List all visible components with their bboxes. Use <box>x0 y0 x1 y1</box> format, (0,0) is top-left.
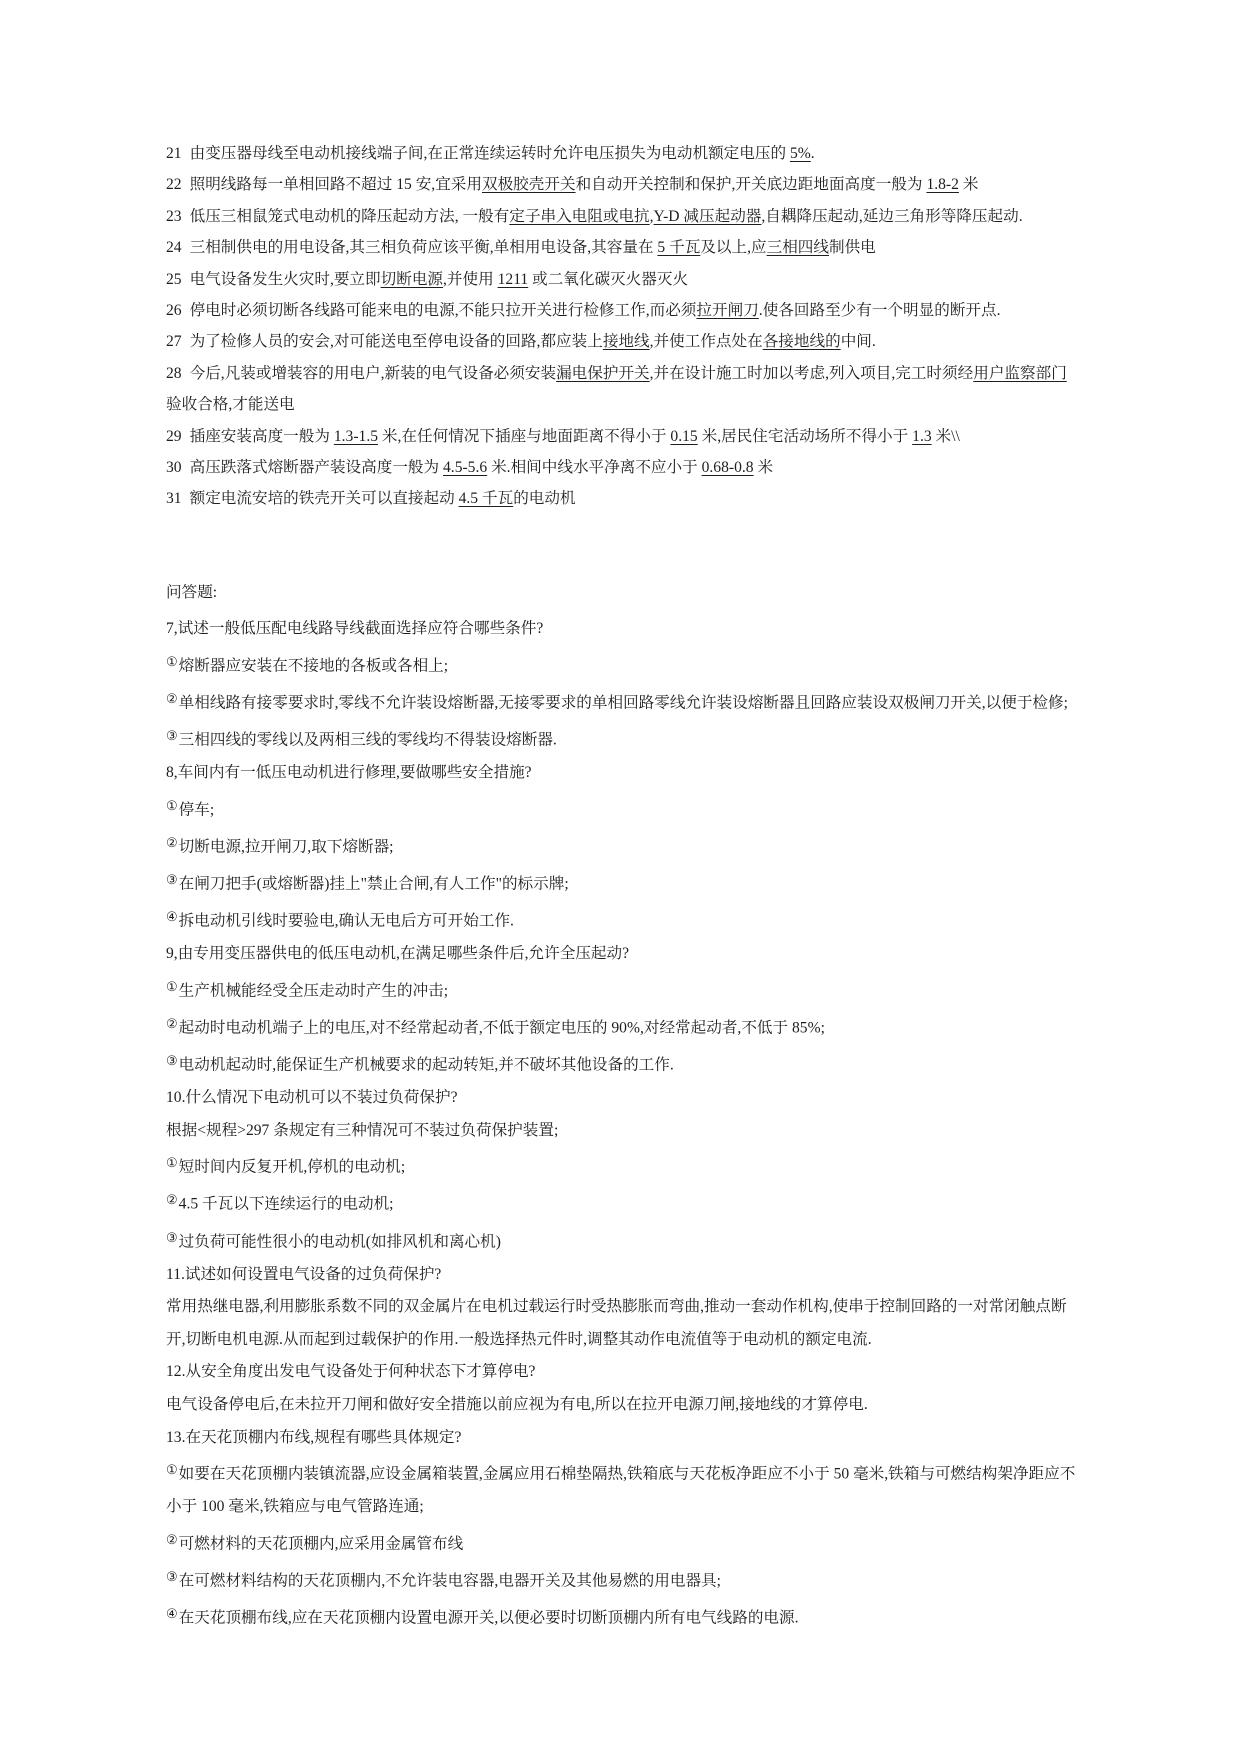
text-segment: 拆电动机引线时要验电,确认无电后方可开始工作. <box>178 912 514 930</box>
circled-number-marker: ④ <box>166 1606 178 1622</box>
circled-number-marker: ③ <box>166 1053 178 1069</box>
text-segment: 起动时电动机端子上的电压,对不经常起动者,不低于额定电压的 90%,对经常起动者,不低于 85%; <box>178 1019 825 1037</box>
underlined-text: 拉开闸刀 <box>696 302 759 320</box>
text-segment: 米 <box>753 459 774 477</box>
text-segment: 在闸刀把手(或熔断器)挂上"禁止合闸,有人工作"的标示牌; <box>178 875 569 893</box>
text-segment: 低压三相鼠笼式电动机的降压起动方法, 一般有 <box>189 207 510 225</box>
qa-paragraph <box>166 901 1081 938</box>
underlined-text: 双极胶壳开关 <box>481 176 576 194</box>
numbered-list-section <box>166 138 1081 515</box>
qa-paragraph <box>166 1389 1081 1422</box>
text-segment: 高压跌落式熔断器产装设高度一般为 <box>189 459 443 477</box>
text-segment: 根据<规程>297 条规定有三种情况可不装过负荷保护装置; <box>166 1121 559 1139</box>
text-segment: 电气设备发生火灾时,要立即 <box>189 270 381 288</box>
text-segment: 熔断器应安装在不接地的各板或各相上; <box>178 657 449 675</box>
underlined-text: 0.15 <box>670 427 698 445</box>
item-number: 21 <box>166 145 182 162</box>
text-segment: 或二氧化碳灭火器灭火 <box>528 270 689 288</box>
text-segment: 三相制供电的用电设备,其三相负荷应该平衡,单相用电设备,其容量在 <box>189 239 658 257</box>
text-segment: 短时间内反复开机,停机的电动机; <box>178 1158 406 1176</box>
numbered-item <box>166 326 1081 357</box>
numbered-item <box>166 232 1081 263</box>
underlined-text: 4.5 千瓦 <box>458 490 514 508</box>
underlined-text: Y-D 减压起动器 <box>653 207 762 225</box>
text-segment: 照明线路每一单相回路不超过 15 安,宜采用 <box>189 176 482 194</box>
underlined-text: 4.5-5.6 <box>443 459 488 477</box>
text-segment: 单相线路有接零要求时,零线不允许装设熔断器,无接零要求的单相回路零线允许装设熔断器且回路应装设双极闸刀开关,以便于检修; <box>178 694 1068 712</box>
numbered-item <box>166 169 1081 200</box>
circled-number-marker: ② <box>166 1016 178 1031</box>
item-number: 23 <box>166 207 182 225</box>
underlined-text: 三相四线 <box>766 239 829 257</box>
text-segment: 常用热继电器,利用膨胀系数不同的双金属片在电机过载运行时受热膨胀而弯曲,推动一套动作机构,使串于控制回路的一对常闭触点断开,切断电机电源.从而起到过载保护的作用.一般选择热元件时,调整其动作电流值等于电动机的额定电流. <box>166 1298 1067 1348</box>
underlined-text: 用户监察部门 <box>973 364 1067 382</box>
underlined-text: 1.8-2 <box>926 176 959 194</box>
underlined-text: 5 千瓦 <box>657 239 701 257</box>
text-segment: 及以上,应 <box>700 239 767 257</box>
text-segment: .使各回路至少有一个明显的断开点. <box>758 302 1001 320</box>
item-number: 22 <box>166 176 182 194</box>
underlined-text: 5% <box>789 145 811 162</box>
qa-paragraph <box>166 1082 1081 1115</box>
text-segment: 8,车间内有一低压电动机进行修理,要做哪些安全措施? <box>166 764 532 782</box>
text-segment: , <box>649 207 654 225</box>
text-segment: 停电时必须切断各线路可能来电的电源,不能只拉开关进行检修工作,而必须 <box>189 302 697 320</box>
text-segment: 12.从安全角度出发电气设备处于何种状态下才算停电? <box>166 1363 536 1381</box>
text-segment: 米.相间中线水平净离不应小于 <box>487 459 702 477</box>
text-segment: 米 <box>958 176 979 194</box>
numbered-item <box>166 201 1081 232</box>
circled-number-marker: ① <box>166 797 178 813</box>
item-number: 24 <box>166 239 182 257</box>
text-segment: 米\\ <box>931 427 960 445</box>
text-segment: 验收合格,才能送电 <box>166 396 295 414</box>
circled-number-marker: ③ <box>166 1229 178 1245</box>
qa-paragraph <box>166 646 1081 683</box>
text-segment: 13.在天花顶棚内布线,规程有哪些具体规定? <box>166 1428 462 1446</box>
text-segment: 11.试述如何设置电气设备的过负荷保护? <box>166 1265 442 1283</box>
numbered-item <box>166 421 1081 452</box>
item-number: 30 <box>166 459 182 477</box>
text-segment: 电气设备停电后,在未拉开刀闸和做好安全措施以前应视为有电,所以在拉开电源刀闸,接地线的才算停电. <box>166 1396 868 1414</box>
text-segment: 今后,凡装或增装容的用电户,新装的电气设备必须安装 <box>189 364 557 382</box>
underlined-text: 切断电源 <box>380 270 444 288</box>
qa-paragraph <box>166 1222 1081 1259</box>
underlined-text: 0.68-0.8 <box>701 459 754 477</box>
qa-paragraph <box>166 720 1081 757</box>
circled-number-marker: ② <box>166 691 178 707</box>
qa-paragraph <box>166 1045 1081 1082</box>
underlined-text: 1.3 <box>912 427 932 445</box>
text-segment: ,自耦降压起动,延边三角形等降压起动. <box>761 207 1023 225</box>
qa-paragraph <box>166 827 1081 864</box>
qa-paragraph <box>166 1422 1081 1455</box>
text-segment: 在天花顶棚布线,应在天花顶棚内设置电源开关,以便必要时切断顶棚内所有电气线路的电源. <box>178 1609 799 1627</box>
underlined-text: 接地线 <box>602 333 650 351</box>
text-segment: 额定电流安培的铁壳开关可以直接起动 <box>189 490 459 508</box>
text-segment: 停车; <box>178 801 215 819</box>
qa-paragraph <box>166 1291 1081 1356</box>
circled-number-marker: ③ <box>166 872 178 888</box>
circled-number-marker: ① <box>166 654 178 670</box>
text-segment: . <box>810 145 815 162</box>
text-segment: 过负荷可能性很小的电动机(如排风机和离心机) <box>178 1233 501 1251</box>
text-segment: 插座安装高度一般为 <box>189 427 334 445</box>
circled-number-marker: ③ <box>166 728 178 744</box>
circled-number-marker: ① <box>166 1462 178 1478</box>
qa-paragraph <box>166 790 1081 827</box>
item-number: 28 <box>166 364 182 382</box>
qa-paragraph <box>166 613 1081 646</box>
underlined-text: 1.3-1.5 <box>333 427 379 445</box>
qa-section-heading: 问答题: <box>166 583 218 601</box>
text-segment: 如要在天花顶棚内装镇流器,应设金属箱装置,金属应用石棉垫隔热,铁箱底与天花板净距应不小于 50 毫米,铁箱与可燃结构架净距应不小于 100 毫米,铁箱应与电气管路连通; <box>166 1465 1076 1516</box>
circled-number-marker: ② <box>166 1192 178 1208</box>
circled-number-marker: ② <box>166 835 178 851</box>
underlined-text: 1211 <box>497 270 529 288</box>
circled-number-marker: ② <box>166 1531 178 1547</box>
text-segment: 4.5 千瓦以下连续运行的电动机; <box>178 1195 394 1213</box>
circled-number-marker: ① <box>166 978 178 994</box>
text-segment: 生产机械能经受全压走动时产生的冲击; <box>178 982 449 1000</box>
qa-paragraph <box>166 864 1081 901</box>
numbered-item <box>166 264 1081 295</box>
qa-paragraph <box>166 1524 1081 1561</box>
text-segment: 的电动机 <box>513 490 576 508</box>
qa-paragraph <box>166 1561 1081 1598</box>
numbered-item <box>166 358 1081 421</box>
text-segment: 为了检修人员的安会,对可能送电至停电设备的回路,都应装上 <box>189 333 603 351</box>
text-segment: 中间. <box>840 333 876 351</box>
text-segment: 切断电源,拉开闸刀,取下熔断器; <box>178 838 394 856</box>
circled-number-marker: ① <box>166 1155 178 1171</box>
text-segment: 三相四线的零线以及两相三线的零线均不得装设熔断器. <box>178 731 557 749</box>
qa-paragraph <box>166 1598 1081 1635</box>
text-segment: 由变压器母线至电动机接线端子间,在正常连续运转时允许电压损失为电动机额定电压的 <box>189 145 790 162</box>
underlined-text: 漏电保护开关 <box>556 364 650 382</box>
numbered-item <box>166 452 1081 483</box>
underlined-text: 各接地线的 <box>762 333 841 351</box>
text-segment: 和自动开关控制和保护,开关底边距地面高度一般为 <box>575 176 927 194</box>
qa-paragraph <box>166 1259 1081 1292</box>
text-segment: ,并在设计施工时加以考虑,列入项目,完工时须经 <box>649 364 974 382</box>
circled-number-marker: ④ <box>166 909 178 925</box>
qa-paragraph <box>166 1008 1081 1045</box>
text-segment: 10.什么情况下电动机可以不装过负荷保护? <box>166 1089 458 1107</box>
text-segment: 米,在任何情况下插座与地面距离不得小于 <box>378 427 671 445</box>
text-segment: 制供电 <box>828 239 876 257</box>
underlined-text: 定子串入电阻或电抗 <box>509 207 650 225</box>
item-number: 26 <box>166 302 182 320</box>
qa-paragraph <box>166 1356 1081 1389</box>
text-segment: 米,居民住宅活动场所不得小于 <box>697 427 913 445</box>
qa-paragraph <box>166 1184 1081 1221</box>
item-number: 29 <box>166 427 182 445</box>
qa-paragraph <box>166 971 1081 1008</box>
numbered-item <box>166 483 1081 514</box>
qa-paragraph <box>166 1147 1081 1184</box>
numbered-item <box>166 138 1081 169</box>
text-segment: 电动机起动时,能保证生产机械要求的起动转矩,并不破坏其他设备的工作. <box>178 1056 674 1074</box>
qa-paragraph <box>166 1454 1081 1524</box>
qa-paragraph <box>166 683 1081 720</box>
text-segment: 9,由专用变压器供电的低压电动机,在满足哪些条件后,允许全压起动? <box>166 945 630 963</box>
circled-number-marker: ③ <box>166 1569 178 1584</box>
item-number: 27 <box>166 333 182 351</box>
text-segment: 可燃材料的天花顶棚内,应采用金属管布线 <box>178 1535 464 1553</box>
numbered-item <box>166 295 1081 326</box>
qa-section <box>166 613 1081 1635</box>
text-segment: ,并使工作点处在 <box>649 333 763 351</box>
qa-paragraph <box>166 938 1081 971</box>
text-segment: 7,试述一般低压配电线路导线截面选择应符合哪些条件? <box>166 620 544 638</box>
qa-paragraph <box>166 757 1081 790</box>
text-segment: ,并使用 <box>443 270 498 288</box>
item-number: 31 <box>166 490 182 508</box>
item-number: 25 <box>166 270 182 288</box>
qa-paragraph <box>166 1115 1081 1148</box>
text-segment: 在可燃材料结构的天花顶棚内,不允许装电容器,电器开关及其他易燃的用电器具; <box>178 1572 721 1590</box>
